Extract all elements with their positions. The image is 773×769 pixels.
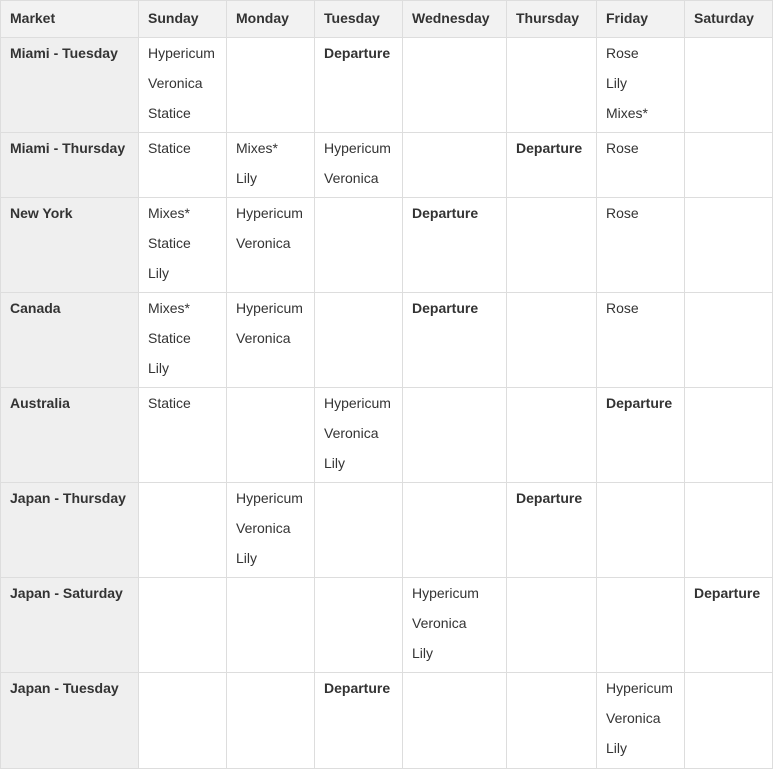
day-cell-friday xyxy=(597,578,685,673)
table-body xyxy=(1,38,773,769)
header-row xyxy=(1,1,773,38)
day-cell-thursday xyxy=(507,133,597,198)
day-cell-sunday xyxy=(139,673,227,769)
table-row xyxy=(1,578,773,673)
flower-item: Lily xyxy=(606,75,628,91)
day-cell-friday xyxy=(597,133,685,198)
day-cell-monday xyxy=(227,673,315,769)
day-cell-monday xyxy=(227,38,315,133)
day-cell-friday xyxy=(597,483,685,578)
table-row xyxy=(1,293,773,388)
market-cell xyxy=(1,293,139,388)
day-cell-wednesday xyxy=(403,673,507,769)
flower-item: Hypericum xyxy=(236,490,303,506)
market-cell xyxy=(1,388,139,483)
day-cell-thursday xyxy=(507,293,597,388)
flower-item: Statice xyxy=(148,105,191,121)
departure-label: Departure xyxy=(694,585,761,601)
flower-item: Lily xyxy=(236,550,258,566)
flower-item: Lily xyxy=(324,455,346,471)
market-name: Canada xyxy=(10,300,61,316)
day-cell-sunday xyxy=(139,198,227,293)
day-cell-saturday xyxy=(685,673,773,769)
flower-item: Hypericum xyxy=(324,395,391,411)
day-cell-sunday xyxy=(139,38,227,133)
day-cell-thursday xyxy=(507,673,597,769)
flower-item: Hypericum xyxy=(324,140,391,156)
header-thursday: Thursday xyxy=(507,1,597,38)
flower-item: Lily xyxy=(148,360,170,376)
departure-label: Departure xyxy=(606,395,673,411)
flower-item: Hypericum xyxy=(148,45,215,61)
departure-label: Departure xyxy=(412,300,479,316)
day-cell-thursday xyxy=(507,483,597,578)
flower-item: Rose xyxy=(606,45,639,61)
flower-item: Lily xyxy=(148,265,170,281)
day-cell-tuesday xyxy=(315,578,403,673)
day-cell-friday xyxy=(597,198,685,293)
departure-label: Departure xyxy=(412,205,479,221)
flower-item: Veronica xyxy=(606,710,661,726)
day-cell-sunday xyxy=(139,133,227,198)
flower-item: Rose xyxy=(606,140,639,156)
day-cell-monday xyxy=(227,388,315,483)
day-cell-wednesday xyxy=(403,388,507,483)
market-name: Japan - Thursday xyxy=(10,490,126,506)
day-cell-thursday xyxy=(507,388,597,483)
header-market: Market xyxy=(1,1,139,38)
market-name: Miami - Tuesday xyxy=(10,45,118,61)
day-cell-wednesday xyxy=(403,293,507,388)
day-cell-thursday xyxy=(507,198,597,293)
day-cell-sunday xyxy=(139,578,227,673)
day-cell-tuesday xyxy=(315,388,403,483)
market-name: New York xyxy=(10,205,73,221)
flower-item: Veronica xyxy=(324,425,379,441)
day-cell-tuesday xyxy=(315,293,403,388)
flower-item: Statice xyxy=(148,330,191,346)
flower-item: Lily xyxy=(412,645,434,661)
day-cell-sunday xyxy=(139,388,227,483)
day-cell-friday xyxy=(597,293,685,388)
day-cell-friday xyxy=(597,388,685,483)
day-cell-monday xyxy=(227,483,315,578)
header-monday: Monday xyxy=(227,1,315,38)
day-cell-thursday xyxy=(507,38,597,133)
day-cell-monday xyxy=(227,198,315,293)
market-name: Miami - Thursday xyxy=(10,140,126,156)
flower-item: Veronica xyxy=(236,235,291,251)
flower-item: Veronica xyxy=(148,75,203,91)
day-cell-saturday xyxy=(685,578,773,673)
market-name: Australia xyxy=(10,395,70,411)
flower-item: Hypericum xyxy=(412,585,479,601)
market-cell xyxy=(1,578,139,673)
day-cell-tuesday xyxy=(315,133,403,198)
day-cell-tuesday xyxy=(315,198,403,293)
market-name: Japan - Saturday xyxy=(10,585,123,601)
market-cell xyxy=(1,673,139,769)
flower-item: Statice xyxy=(148,235,191,251)
flower-item: Mixes* xyxy=(148,300,191,316)
flower-item: Rose xyxy=(606,205,639,221)
day-cell-saturday xyxy=(685,293,773,388)
market-cell xyxy=(1,198,139,293)
departure-label: Departure xyxy=(516,490,583,506)
table-row xyxy=(1,673,773,769)
flower-item: Veronica xyxy=(412,615,467,631)
day-cell-saturday xyxy=(685,483,773,578)
header-friday: Friday xyxy=(597,1,685,38)
day-cell-saturday xyxy=(685,198,773,293)
table-row xyxy=(1,198,773,293)
table-row xyxy=(1,388,773,483)
table-row xyxy=(1,483,773,578)
flower-item: Lily xyxy=(236,170,258,186)
day-cell-friday xyxy=(597,673,685,769)
day-cell-thursday xyxy=(507,578,597,673)
market-cell xyxy=(1,133,139,198)
day-cell-wednesday xyxy=(403,38,507,133)
flower-item: Rose xyxy=(606,300,639,316)
flower-item: Hypericum xyxy=(236,205,303,221)
departure-label: Departure xyxy=(324,45,391,61)
market-cell xyxy=(1,38,139,133)
flower-item: Veronica xyxy=(236,330,291,346)
day-cell-tuesday xyxy=(315,483,403,578)
market-name: Japan - Tuesday xyxy=(10,680,119,696)
departure-label: Departure xyxy=(324,680,391,696)
flower-item: Mixes* xyxy=(606,105,649,121)
day-cell-wednesday xyxy=(403,133,507,198)
day-cell-tuesday xyxy=(315,38,403,133)
day-cell-monday xyxy=(227,133,315,198)
table-row xyxy=(1,133,773,198)
flower-item: Statice xyxy=(148,395,191,411)
day-cell-sunday xyxy=(139,483,227,578)
header-wednesday: Wednesday xyxy=(403,1,507,38)
flower-item: Hypericum xyxy=(236,300,303,316)
day-cell-monday xyxy=(227,293,315,388)
table-row xyxy=(1,38,773,133)
day-cell-sunday xyxy=(139,293,227,388)
day-cell-saturday xyxy=(685,388,773,483)
departure-label: Departure xyxy=(516,140,583,156)
day-cell-saturday xyxy=(685,133,773,198)
day-cell-tuesday xyxy=(315,673,403,769)
flower-item: Statice xyxy=(148,140,191,156)
day-cell-saturday xyxy=(685,38,773,133)
flower-item: Veronica xyxy=(324,170,379,186)
day-cell-monday xyxy=(227,578,315,673)
flower-item: Lily xyxy=(606,740,628,756)
flower-item: Hypericum xyxy=(606,680,673,696)
day-cell-friday xyxy=(597,38,685,133)
flower-item: Veronica xyxy=(236,520,291,536)
flower-item: Mixes* xyxy=(236,140,279,156)
header-sunday: Sunday xyxy=(139,1,227,38)
header-saturday: Saturday xyxy=(685,1,773,38)
day-cell-wednesday xyxy=(403,483,507,578)
day-cell-wednesday xyxy=(403,198,507,293)
header-tuesday: Tuesday xyxy=(315,1,403,38)
market-cell xyxy=(1,483,139,578)
day-cell-wednesday xyxy=(403,578,507,673)
flower-item: Mixes* xyxy=(148,205,191,221)
